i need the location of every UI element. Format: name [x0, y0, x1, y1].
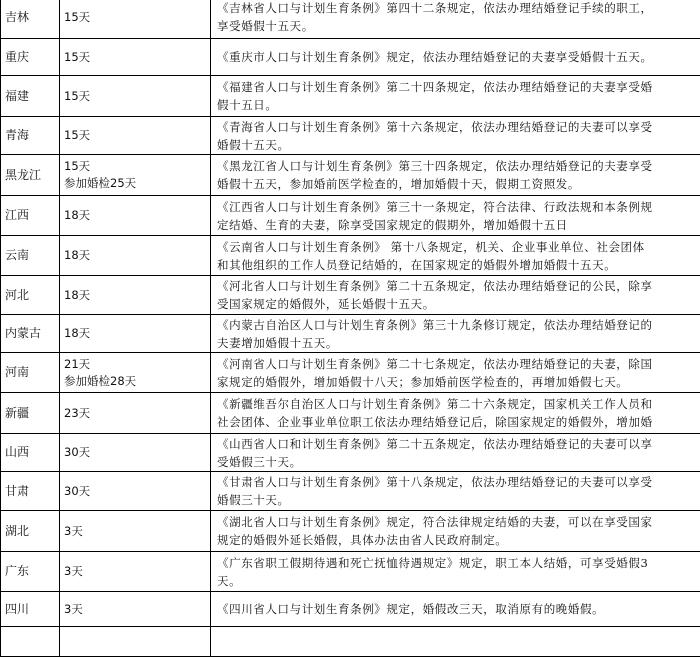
table-row	[1, 315, 700, 353]
regulation-text-line: 《云南省人口与计划生育条例》 第十八条规定，机关、企业事业单位、社会团体	[217, 238, 696, 256]
regulation-cell	[211, 353, 700, 393]
regulation-text-line: 定结婚、生育的夫妻，除享受国家规定的假期外，增加婚假十五日	[217, 216, 696, 234]
table-row	[1, 511, 700, 552]
regulation-cell	[211, 39, 700, 76]
province-cell: 内蒙古	[1, 315, 60, 353]
regulation-cell	[211, 472, 700, 511]
table-row	[1, 434, 700, 472]
leave-days-text: 参加婚检28天	[64, 373, 206, 390]
province-cell: 福建	[1, 76, 60, 117]
leave-days-cell	[60, 39, 211, 76]
leave-days-cell	[60, 627, 211, 657]
leave-days-cell	[60, 155, 211, 196]
regulation-text-line: 《青海省人口与计划生育条例》第十六条规定，依法办理结婚登记的夫妻可以享受	[217, 118, 696, 136]
regulation-cell	[211, 627, 700, 657]
regulation-cell	[211, 76, 700, 117]
regulation-text-line: 《吉林省人口与计划生育条例》第四十二条规定，依法办理结婚登记手续的职工，	[217, 0, 696, 17]
regulation-cell	[211, 117, 700, 155]
regulation-text-line: 和其他组织的工作人员登记结婚的，在国家规定的婚假外增加婚假十五天。	[217, 256, 696, 274]
province-cell: 甘肃	[1, 472, 60, 511]
regulation-text-line: 《甘肃省人口与计划生育条例》第十八条规定，依法办理结婚登记的夫妻可以享受	[217, 473, 696, 491]
province-cell: 重庆	[1, 39, 60, 76]
leave-days-text: 23天	[64, 405, 206, 422]
regulation-cell	[211, 434, 700, 472]
regulation-cell	[211, 552, 700, 592]
leave-days-cell	[60, 236, 211, 276]
leave-days-text: 15天	[64, 158, 206, 175]
province-cell: 广东	[1, 552, 60, 592]
table-row	[1, 276, 700, 315]
leave-days-cell	[60, 511, 211, 552]
leave-days-cell	[60, 315, 211, 353]
leave-days-text: 15天	[64, 49, 206, 66]
regulation-text-line: 《内蒙古自治区人口与计划生育条例》第三十九条修订规定，依法办理结婚登记的	[217, 316, 696, 334]
regulation-text-line: 婚假十五天，参加婚前医学检查的，增加婚假十天，假期工资照发。	[217, 175, 696, 193]
regulation-cell	[211, 511, 700, 552]
province-cell: 河北	[1, 276, 60, 315]
leave-days-cell	[60, 552, 211, 592]
leave-days-text: 18天	[64, 247, 206, 264]
table-row	[1, 592, 700, 627]
regulation-cell	[211, 155, 700, 196]
leave-days-cell	[60, 592, 211, 627]
regulation-text-line: 婚假三十天。	[217, 491, 696, 509]
regulation-text-line: 《湖北省人口与计划生育条例》规定，符合法律规定结婚的夫妻，可以在享受国家	[217, 513, 696, 531]
regulation-cell	[211, 315, 700, 353]
regulation-text-line: 受国家规定的婚假外，延长婚假十五天。	[217, 295, 696, 313]
table-row	[1, 196, 700, 236]
leave-days-cell	[60, 196, 211, 236]
province-cell: 河南	[1, 353, 60, 393]
regulation-cell	[211, 276, 700, 315]
regulation-text-line: 假十五日。	[217, 96, 696, 114]
table-row	[1, 0, 700, 39]
province-cell: 青海	[1, 117, 60, 155]
leave-days-text: 15天	[64, 127, 206, 144]
leave-days-text: 参加婚检25天	[64, 175, 206, 192]
table-row	[1, 236, 700, 276]
leave-days-text: 3天	[64, 601, 206, 618]
leave-days-cell	[60, 117, 211, 155]
regulation-text-line: 《福建省人口与计划生育条例》第二十四条规定，依法办理结婚登记的夫妻享受婚	[217, 78, 696, 96]
regulation-text-line: 天。	[217, 572, 696, 590]
table-row	[1, 393, 700, 434]
province-cell: 新疆	[1, 393, 60, 434]
regulation-text-line: 婚假十五天。	[217, 136, 696, 154]
province-cell: 山西	[1, 434, 60, 472]
leave-days-text: 21天	[64, 356, 206, 373]
leave-days-text: 30天	[64, 483, 206, 500]
regulation-text-line: 享受婚假十五天。	[217, 17, 696, 35]
regulation-cell	[211, 236, 700, 276]
leave-days-text: 18天	[64, 287, 206, 304]
province-cell: 四川	[1, 592, 60, 627]
table-row	[1, 353, 700, 393]
regulation-text-line: 受婚假三十天。	[217, 453, 696, 471]
regulation-text-line: 社会团体、企业事业单位职工依法办理结婚登记后，除国家规定的婚假外，增加婚	[217, 413, 696, 431]
leave-days-cell	[60, 434, 211, 472]
regulation-text-line: 《江西省人口与计划生育条例》第三十一条规定，符合法律、行政法规和本条例规	[217, 198, 696, 216]
province-cell: 云南	[1, 236, 60, 276]
province-cell: 江西	[1, 196, 60, 236]
table-row	[1, 627, 700, 657]
regulation-text-line: 夫妻增加婚假十五天。	[217, 334, 696, 352]
leave-days-text: 15天	[64, 88, 206, 105]
regulation-text-line: 《四川省人口与计划生育条例》规定，婚假改三天，取消原有的晚婚假。	[217, 600, 696, 618]
regulation-text-line: 《广东省职工假期待遇和死亡抚恤待遇规定》规定，职工本人结婚，可享受婚假3	[217, 554, 696, 572]
regulation-cell	[211, 196, 700, 236]
regulation-text-line: 家规定的婚假外，增加婚假十八天；参加婚前医学检查的，再增加婚假七天。	[217, 373, 696, 391]
leave-days-cell	[60, 276, 211, 315]
leave-days-text: 3天	[64, 523, 206, 540]
leave-days-cell	[60, 393, 211, 434]
leave-days-text: 15天	[64, 9, 206, 26]
leave-days-text: 30天	[64, 444, 206, 461]
province-cell: 黑龙江	[1, 155, 60, 196]
regulation-cell	[211, 393, 700, 434]
table-row	[1, 552, 700, 592]
leave-days-text: 18天	[64, 207, 206, 224]
table-row	[1, 155, 700, 196]
table-row	[1, 39, 700, 76]
province-cell: 吉林	[1, 0, 60, 39]
regulation-text-line: 《山西省人口和计划生育条例》第二十五条规定，依法办理结婚登记的夫妻可以享	[217, 435, 696, 453]
province-cell: 湖北	[1, 511, 60, 552]
leave-days-cell	[60, 0, 211, 39]
regulation-text-line: 《新疆维吾尔自治区人口与计划生育条例》第二十六条规定，国家机关工作人员和	[217, 395, 696, 413]
regulation-text-line: 《黑龙江省人口与计划生育条例》第三十四条规定，依法办理结婚登记的夫妻享受	[217, 157, 696, 175]
table-body	[1, 0, 700, 657]
table-row	[1, 76, 700, 117]
regulation-text-line: 规定的婚假外延长婚假，具体办法由省人民政府制定。	[217, 531, 696, 549]
regulation-cell	[211, 592, 700, 627]
leave-days-cell	[60, 472, 211, 511]
province-cell	[1, 627, 60, 657]
regulation-text-line: 《重庆市人口与计划生育条例》规定，依法办理结婚登记的夫妻享受婚假十五天。	[217, 48, 696, 66]
leave-days-text: 18天	[64, 325, 206, 342]
leave-days-cell	[60, 76, 211, 117]
regulation-text-line: 《河南省人口与计划生育条例》第二十七条规定，依法办理结婚登记的夫妻，除国	[217, 355, 696, 373]
leave-days-text: 3天	[64, 563, 206, 580]
regulation-cell	[211, 0, 700, 39]
table-row	[1, 472, 700, 511]
regulation-text-line: 《河北省人口与计划生育条例》第二十五条规定，依法办理结婚登记的公民，除享	[217, 277, 696, 295]
table-row	[1, 117, 700, 155]
leave-days-cell	[60, 353, 211, 393]
